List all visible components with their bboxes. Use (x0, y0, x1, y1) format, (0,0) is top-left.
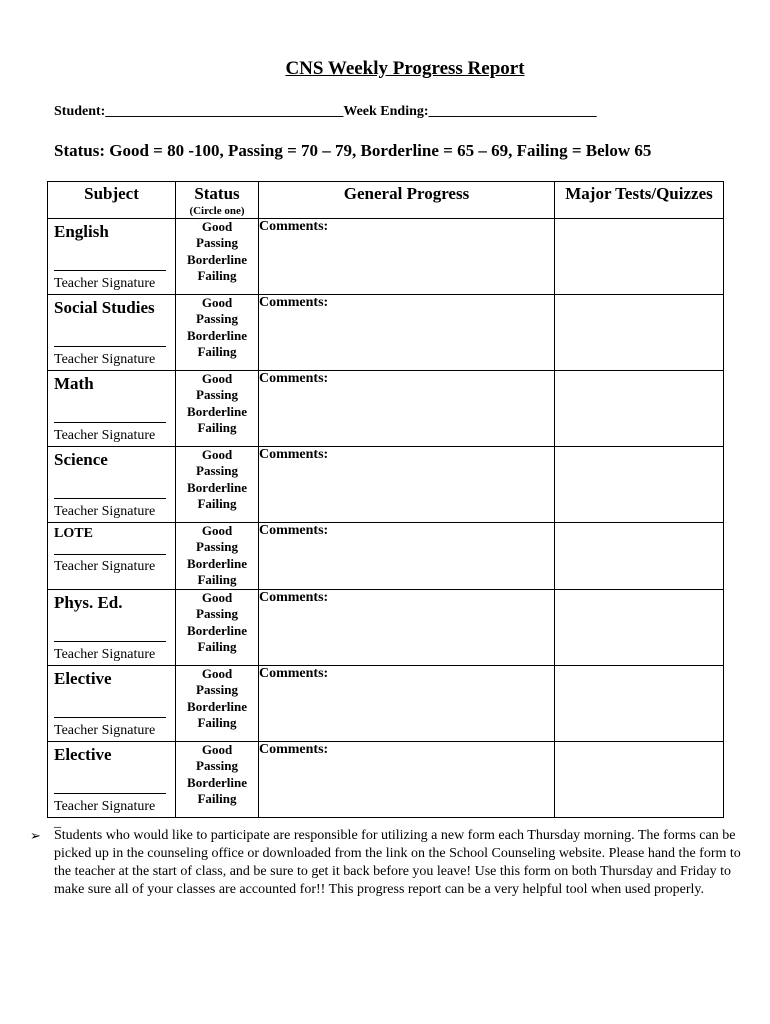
status-option-borderline[interactable]: Borderline (187, 251, 247, 267)
teacher-signature-label: Teacher Signature (54, 428, 156, 443)
table-row (48, 219, 724, 295)
status-options (176, 742, 259, 818)
status-options (176, 295, 259, 371)
signature-line[interactable] (54, 422, 166, 423)
status-option-failing[interactable]: Failing (197, 344, 237, 360)
progress-table (47, 181, 724, 818)
major-tests-header: Major Tests/Quizzes (555, 182, 724, 219)
subject-cell (48, 295, 176, 371)
signature-line[interactable] (54, 717, 166, 718)
subject-cell (48, 219, 176, 295)
status-option-passing[interactable]: Passing (196, 387, 238, 403)
major-tests-cell[interactable] (555, 590, 724, 666)
signature-line[interactable] (54, 554, 166, 555)
status-option-borderline[interactable]: Borderline (187, 479, 247, 495)
status-option-borderline[interactable]: Borderline (187, 555, 247, 571)
comments-cell[interactable] (259, 742, 555, 818)
major-tests-cell[interactable] (555, 295, 724, 371)
student-week-line (54, 104, 597, 120)
status-header (176, 182, 259, 219)
status-option-good[interactable]: Good (201, 742, 233, 757)
subject-header: Subject (48, 182, 176, 219)
comments-cell[interactable] (259, 666, 555, 742)
signature-line[interactable] (54, 346, 166, 347)
teacher-signature-label: Teacher Signature (54, 647, 156, 662)
comments-label: Comments: (259, 666, 329, 681)
subject-name: English (54, 222, 109, 241)
teacher-signature-label: Teacher Signature (54, 504, 156, 519)
teacher-signature-label: Teacher Signature (54, 352, 156, 367)
comments-label: Comments: (259, 742, 329, 757)
status-option-good[interactable]: Good (201, 447, 233, 462)
student-label: Student: (54, 104, 106, 119)
major-tests-cell[interactable] (555, 219, 724, 295)
status-option-good[interactable]: Good (201, 219, 233, 234)
subject-cell (48, 447, 176, 523)
table-row (48, 447, 724, 523)
teacher-signature-label: Teacher Signature (54, 559, 156, 574)
major-tests-cell[interactable] (555, 666, 724, 742)
signature-line[interactable] (54, 270, 166, 271)
comments-cell[interactable] (259, 295, 555, 371)
status-option-borderline[interactable]: Borderline (187, 698, 247, 714)
status-option-passing[interactable]: Passing (196, 235, 238, 251)
status-option-failing[interactable]: Failing (197, 496, 237, 512)
status-option-good[interactable]: Good (201, 666, 233, 681)
comments-cell[interactable] (259, 523, 555, 590)
table-header-row (48, 182, 724, 219)
instructions-text: Students who would like to participate are responsible for utilizing a new form each Thursday morning. The forms can be picked up in the counseling office or downloaded from the link on the School Counseling website. Please hand the form to the teacher at the start of class, and be sure to get it back before you leave! Use this form on both Thursday and Friday to make sure all of your classes are accounted for!! This progress report can be a very helpful tool when used properly. (54, 828, 741, 897)
signature-line[interactable] (54, 641, 166, 642)
status-option-failing[interactable]: Failing (197, 791, 237, 807)
status-option-good[interactable]: Good (201, 590, 233, 605)
comments-label: Comments: (259, 523, 329, 538)
week-ending-field[interactable]: ________________________ (428, 104, 597, 119)
subject-cell (48, 742, 176, 818)
table-row (48, 523, 724, 590)
comments-label: Comments: (259, 219, 329, 234)
comments-cell[interactable] (259, 371, 555, 447)
status-options (176, 447, 259, 523)
status-options (176, 590, 259, 666)
comments-label: Comments: (259, 371, 329, 386)
subject-name: LOTE (54, 526, 93, 541)
status-option-borderline[interactable]: Borderline (187, 403, 247, 419)
major-tests-cell[interactable] (555, 447, 724, 523)
status-option-borderline[interactable]: Borderline (187, 774, 247, 790)
comments-label: Comments: (259, 447, 329, 462)
major-tests-cell[interactable] (555, 371, 724, 447)
status-header-sub: (Circle one) (189, 205, 245, 217)
table-row (48, 371, 724, 447)
general-progress-header: General Progress (259, 182, 555, 219)
teacher-signature-label: Teacher Signature (54, 799, 156, 814)
teacher-signature-label: Teacher Signature (54, 723, 156, 738)
table-row (48, 666, 724, 742)
week-ending-label: Week Ending: (343, 104, 429, 119)
comments-label: Comments: (259, 590, 329, 605)
subject-name: Elective (54, 669, 112, 688)
arrow-bullet-icon: ➢ (30, 828, 41, 843)
status-options (176, 523, 259, 590)
status-header-label: Status (194, 184, 240, 203)
teacher-signature-label: Teacher Signature (54, 276, 156, 291)
comments-cell[interactable] (259, 219, 555, 295)
comments-cell[interactable] (259, 590, 555, 666)
signature-line[interactable] (54, 793, 166, 794)
page-title: CNS Weekly Progress Report (285, 58, 525, 79)
table-row (48, 590, 724, 666)
status-legend: Status: Good = 80 -100, Passing = 70 – 79, Borderline = 65 – 69, Failing = Below 65 (54, 141, 652, 160)
subject-cell (48, 666, 176, 742)
subject-name: Social Studies (54, 298, 155, 317)
status-options (176, 219, 259, 295)
signature-line[interactable] (54, 498, 166, 499)
subject-name: Phys. Ed. (54, 593, 123, 612)
status-options (176, 371, 259, 447)
comments-cell[interactable] (259, 447, 555, 523)
major-tests-cell[interactable] (555, 742, 724, 818)
status-option-borderline[interactable]: Borderline (187, 622, 247, 638)
status-options (176, 666, 259, 742)
status-option-passing[interactable]: Passing (196, 539, 238, 555)
status-option-failing[interactable]: Failing (197, 268, 237, 284)
status-option-passing[interactable]: Passing (196, 606, 238, 622)
separator-dash: _ (54, 815, 61, 830)
table-row (48, 295, 724, 371)
status-option-passing[interactable]: Passing (196, 682, 238, 698)
subject-cell (48, 371, 176, 447)
subject-name: Math (54, 374, 94, 393)
status-option-passing[interactable]: Passing (196, 758, 238, 774)
status-option-passing[interactable]: Passing (196, 463, 238, 479)
status-option-failing[interactable]: Failing (197, 715, 237, 731)
comments-label: Comments: (259, 295, 329, 310)
status-option-borderline[interactable]: Borderline (187, 327, 247, 343)
status-option-good[interactable]: Good (201, 295, 233, 310)
subject-cell (48, 523, 176, 590)
student-field[interactable]: __________________________________ (105, 104, 344, 119)
status-option-failing[interactable]: Failing (197, 639, 237, 655)
status-option-failing[interactable]: Failing (197, 572, 237, 588)
status-option-good[interactable]: Good (201, 371, 233, 386)
subject-name: Science (54, 450, 108, 469)
status-option-failing[interactable]: Failing (197, 420, 237, 436)
subject-name: Elective (54, 745, 112, 764)
instructions-note (30, 815, 756, 899)
major-tests-cell[interactable] (555, 523, 724, 590)
table-row (48, 742, 724, 818)
subject-cell (48, 590, 176, 666)
status-option-good[interactable]: Good (201, 523, 233, 538)
status-option-passing[interactable]: Passing (196, 311, 238, 327)
